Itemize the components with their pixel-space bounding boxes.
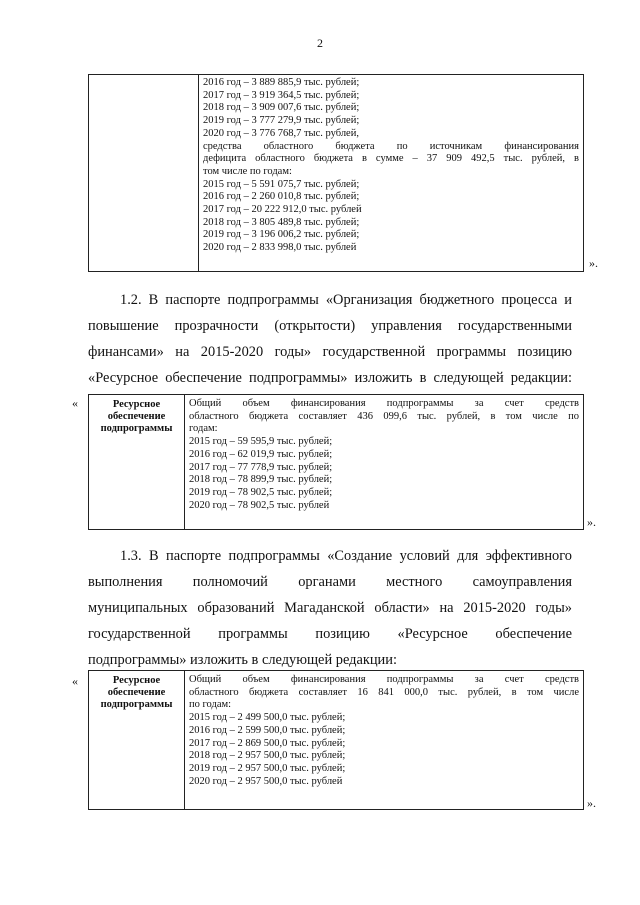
text-line: 2016 год – 2 599 500,0 тыс. рублей;	[189, 724, 346, 736]
text-line: Общий объем финансирования подпрограммы за счет средств	[189, 674, 579, 685]
text-line: 2019 год – 2 957 500,0 тыс. рублей;	[189, 762, 346, 774]
close-quote: ».	[587, 515, 596, 529]
text-line: государственной программы позицию «Ресурсное обеспечение	[88, 626, 572, 642]
text-line: 2017 год – 2 869 500,0 тыс. рублей;	[189, 737, 346, 749]
table-label-cell	[89, 671, 185, 809]
text-line: 2017 год – 77 778,9 тыс. рублей;	[189, 461, 333, 473]
resource-table-1-2	[88, 394, 584, 530]
text-line: 2015 год – 59 595,9 тыс. рублей;	[189, 436, 333, 448]
label-line: подпрограммы	[100, 423, 173, 434]
text-line: 2020 год – 3 776 768,7 тыс. рублей,	[203, 127, 359, 139]
text-line: 2019 год – 3 196 006,2 тыс. рублей;	[203, 229, 360, 241]
text-line: 2016 год – 3 889 885,9 тыс. рублей;	[203, 77, 360, 88]
label-line: Ресурсное	[112, 399, 161, 410]
page-number: 2	[317, 36, 323, 50]
text-line: том числе по годам:	[203, 165, 292, 177]
text-line: по годам:	[189, 699, 232, 711]
text-line: 2016 год – 62 019,9 тыс. рублей;	[189, 448, 333, 460]
open-quote: «	[72, 674, 78, 688]
text-line: 2018 год – 2 957 500,0 тыс. рублей;	[189, 750, 346, 762]
label-line: подпрограммы	[100, 699, 173, 710]
text-line: 2019 год – 78 902,5 тыс. рублей;	[189, 486, 333, 498]
close-quote: ».	[589, 256, 598, 270]
text-line: выполнения полномочий органами местного самоуправления	[88, 574, 572, 590]
label-line: обеспечение	[107, 687, 166, 698]
label-line: Ресурсное	[112, 675, 161, 686]
text-line: 2018 год – 3 909 007,6 тыс. рублей;	[203, 102, 360, 114]
text-line: муниципальных образований Магаданской области» на 2015-2020 годы»	[88, 600, 572, 616]
resource-table-1-3	[88, 670, 584, 810]
text-line: 2017 год – 3 919 364,5 тыс. рублей;	[203, 89, 360, 101]
text-line: годам:	[189, 423, 218, 435]
text-line: повышение прозрачности (открытости) управления государственными	[88, 318, 572, 334]
table-value-cell	[185, 395, 583, 529]
text-line: 2020 год – 78 902,5 тыс. рублей	[189, 499, 330, 511]
paragraph-1-3	[88, 543, 572, 673]
table-label-cell	[89, 395, 185, 529]
close-quote: ».	[587, 796, 596, 810]
text-line: средства областного бюджета по источникам финансирования	[203, 140, 579, 152]
text-line: дефицита областного бюджета в сумме – 37 909 492,5 тыс. рублей, в	[203, 153, 579, 165]
text-line: областного бюджета составляет 436 099,6 тыс. рублей, в том числе по	[189, 410, 579, 422]
open-quote: «	[72, 396, 78, 410]
text-line: 1.3. В паспорте подпрограммы «Создание условий для эффективного	[120, 548, 572, 564]
resource-table-continuation	[88, 74, 584, 272]
text-line: 2020 год – 2 833 998,0 тыс. рублей	[203, 242, 357, 254]
text-line: «Ресурсное обеспечение подпрограммы» изложить в следующей редакции:	[88, 370, 572, 386]
paragraph-1-2	[88, 287, 572, 391]
table-value-cell	[199, 75, 583, 271]
text-line: 2019 год – 3 777 279,9 тыс. рублей;	[203, 115, 360, 127]
text-line: 2016 год – 2 260 010,8 тыс. рублей;	[203, 191, 360, 203]
text-line: 2020 год – 2 957 500,0 тыс. рублей	[189, 775, 343, 787]
text-line: 2018 год – 78 899,9 тыс. рублей;	[189, 474, 333, 486]
text-line: областного бюджета составляет 16 841 000,0 тыс. рублей, в том числе	[189, 686, 579, 698]
text-line: 2015 год – 5 591 075,7 тыс. рублей;	[203, 178, 360, 190]
table-value-cell	[185, 671, 583, 809]
text-line: 2018 год – 3 805 489,8 тыс. рублей;	[203, 216, 360, 228]
table-label-cell	[89, 75, 199, 271]
text-line: 1.2. В паспорте подпрограммы «Организация бюджетного процесса и	[120, 292, 572, 308]
text-line: 2015 год – 2 499 500,0 тыс. рублей;	[189, 712, 346, 724]
text-line: Общий объем финансирования подпрограммы за счет средств	[189, 398, 579, 409]
label-line: обеспечение	[107, 411, 166, 422]
text-line: подпрограммы» изложить в следующей редакции:	[88, 652, 397, 668]
text-line: финансами» на 2015-2020 годы» государственной программы позицию	[88, 344, 572, 360]
text-line: 2017 год – 20 222 912,0 тыс. рублей	[203, 204, 362, 216]
